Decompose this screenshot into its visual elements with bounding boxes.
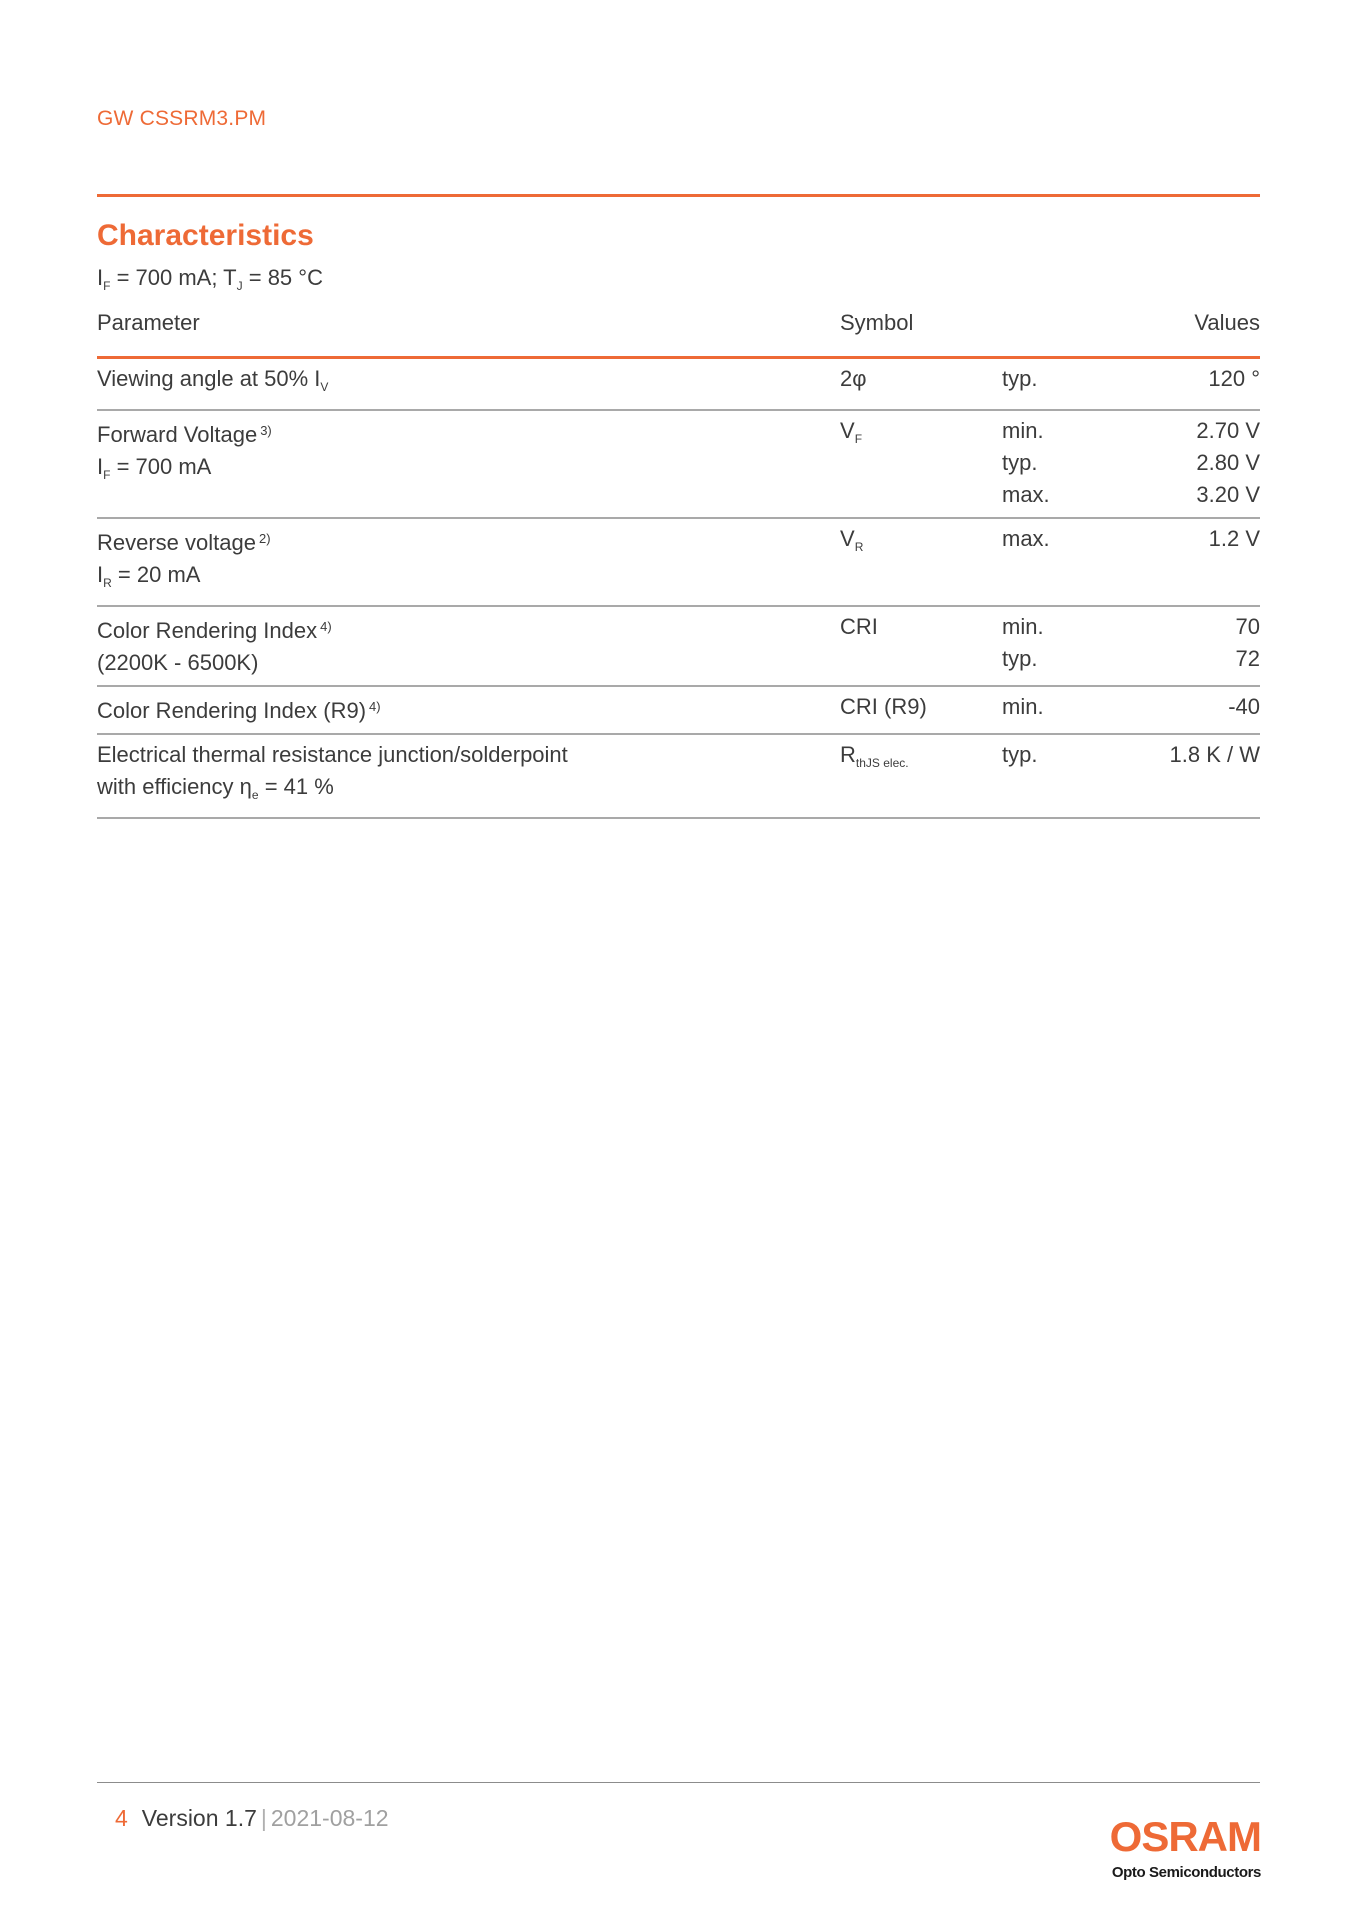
footnote-ref: 4) bbox=[369, 699, 381, 714]
value: 1.8 K / W bbox=[1169, 742, 1260, 767]
logo-tagline: Opto Semiconductors bbox=[1111, 1864, 1261, 1881]
parameter-cell bbox=[97, 734, 840, 818]
qualifier-cell bbox=[1002, 359, 1122, 410]
qualifier-cell bbox=[1002, 410, 1122, 518]
symbol-cell: 2φ bbox=[840, 359, 1002, 410]
logo-brand: OSRAM bbox=[1109, 1813, 1261, 1860]
parameter-line: Color Rendering Index $^{4)}$ bbox=[97, 618, 332, 643]
table-row bbox=[97, 518, 1260, 606]
document-id: GW CSSRM3.PM bbox=[97, 107, 267, 130]
section-title: Characteristics bbox=[97, 219, 314, 252]
parameter-cell bbox=[97, 518, 840, 606]
parameter-line: Forward Voltage $^{3)}$ bbox=[97, 422, 272, 447]
version-label: Version 1.7 bbox=[141, 1805, 257, 1831]
parameter-cell bbox=[97, 606, 840, 686]
footnote-ref: 3) bbox=[260, 423, 272, 438]
qualifier: typ. bbox=[1002, 366, 1038, 391]
symbol-cell: $V_R$ bbox=[840, 518, 1002, 606]
parameter-line: Color Rendering Index (R9) $^{4)}$ bbox=[97, 698, 381, 723]
release-date: 2021-08-12 bbox=[270, 1805, 389, 1831]
value: 70 bbox=[1235, 614, 1260, 639]
value: 1.2 V bbox=[1208, 526, 1260, 551]
table-row bbox=[97, 359, 1260, 410]
parameter-line: Electrical thermal resistance junction/solderpoint bbox=[97, 742, 568, 767]
page-number: 4 bbox=[115, 1805, 128, 1831]
column-header-parameter: Parameter bbox=[97, 310, 200, 335]
symbol-cell: $V_F$ bbox=[840, 410, 1002, 518]
qualifier: typ. bbox=[1002, 646, 1038, 671]
parameter-line: (2200K - 6500K) bbox=[97, 650, 259, 675]
footnote-ref: 4) bbox=[320, 619, 332, 634]
column-header-values: Values bbox=[1194, 310, 1260, 335]
value: 2.70 V bbox=[1196, 418, 1260, 443]
qualifier: typ. bbox=[1002, 450, 1038, 475]
value-cell bbox=[1122, 734, 1260, 818]
symbol-cell: $R_{thJS elec.}$ bbox=[840, 734, 1002, 818]
value: -40 bbox=[1228, 694, 1260, 719]
parameter-line: Reverse voltage $^{2)}$ bbox=[97, 530, 271, 555]
value: 2.80 V bbox=[1196, 450, 1260, 475]
parameter-cell bbox=[97, 359, 840, 410]
osram-logo bbox=[1093, 1813, 1261, 1881]
value-cell bbox=[1122, 686, 1260, 734]
value-cell bbox=[1122, 518, 1260, 606]
value: 3.20 V bbox=[1196, 482, 1260, 507]
qualifier-cell bbox=[1002, 606, 1122, 686]
qualifier: max. bbox=[1002, 526, 1050, 551]
symbol-cell: CRI bbox=[840, 606, 1002, 686]
parameter-line: $I_F = 700$ mA bbox=[97, 454, 212, 482]
value-cell bbox=[1122, 410, 1260, 518]
table-row bbox=[97, 606, 1260, 686]
test-conditions: $I_F = 700$ mA; $T_J = 85$ °C bbox=[97, 265, 323, 293]
footer bbox=[115, 1805, 389, 1832]
table-row bbox=[97, 734, 1260, 818]
qualifier: min. bbox=[1002, 614, 1044, 639]
parameter-line: Viewing angle at 50% $I_V$ bbox=[97, 366, 329, 394]
qualifier-cell bbox=[1002, 686, 1122, 734]
value-cell bbox=[1122, 359, 1260, 410]
value: 120 ° bbox=[1208, 366, 1260, 391]
qualifier: min. bbox=[1002, 694, 1044, 719]
table-row bbox=[97, 410, 1260, 518]
qualifier-cell bbox=[1002, 518, 1122, 606]
footnote-ref: 2) bbox=[258, 531, 271, 546]
symbol-cell: CRI (R9) bbox=[840, 686, 1002, 734]
table-row bbox=[97, 686, 1260, 734]
parameter-line: $I_R = 20$ mA bbox=[97, 562, 201, 590]
footer-divider bbox=[97, 1782, 1260, 1783]
qualifier: max. bbox=[1002, 482, 1050, 507]
qualifier: typ. bbox=[1002, 742, 1038, 767]
value-cell bbox=[1122, 606, 1260, 686]
qualifier: min. bbox=[1002, 418, 1044, 443]
value: 72 bbox=[1235, 646, 1260, 671]
header-divider bbox=[97, 194, 1260, 197]
footer-separator: | bbox=[260, 1805, 267, 1831]
column-header-symbol: Symbol bbox=[840, 310, 914, 335]
parameter-line: with efficiency $\eta_e = 41$ % bbox=[97, 774, 334, 802]
parameter-cell bbox=[97, 686, 840, 734]
characteristics-table bbox=[97, 359, 1260, 819]
parameter-cell bbox=[97, 410, 840, 518]
qualifier-cell bbox=[1002, 734, 1122, 818]
